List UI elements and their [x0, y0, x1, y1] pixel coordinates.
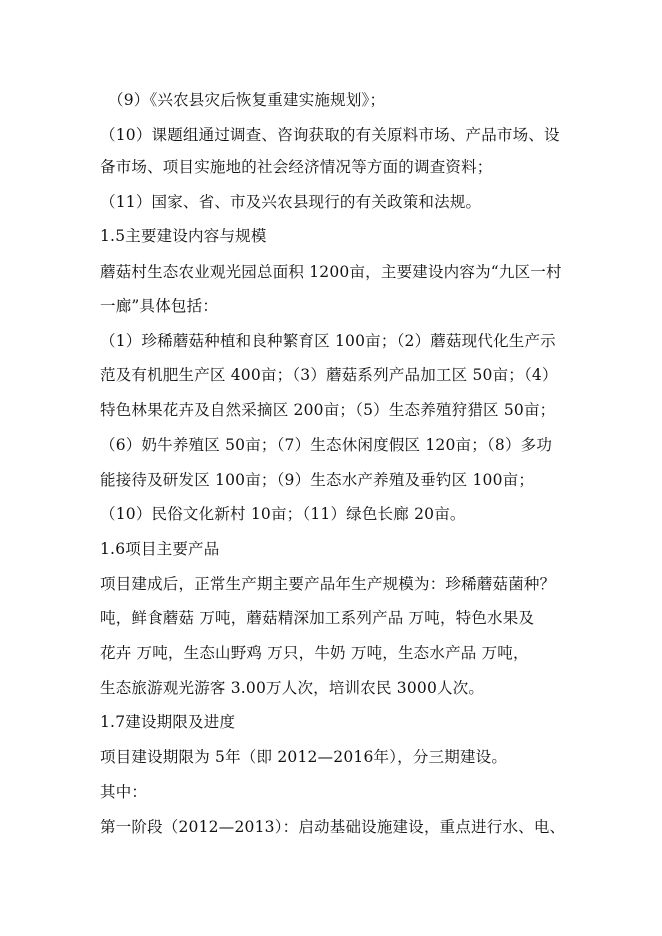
text-line: 生态旅游观光游客 3.00万人次，培训农民 3000人次。 [100, 679, 485, 697]
text-line: 项目建成后，正常生产期主要产品年生产规模为：珍稀蘑菇菌种？ [100, 575, 556, 593]
text-line: 范及有机肥生产区 400亩；（3）蘑菇系列产品加工区 50亩；（4） [100, 366, 558, 384]
text-line: 第一阶段（2012—2013）：启动基础设施建设，重点进行水、电、 [100, 818, 566, 836]
text-line: 花卉 万吨，生态山野鸡 万只，牛奶 万吨，生态水产品 万吨， [100, 644, 529, 662]
text-line: 项目建设期限为 5年（即 2012—2016年），分三期建设。 [100, 748, 508, 766]
text-line: （9）《兴农县灾后恢复重建实施规划》； [108, 91, 386, 109]
section-heading: 1.6项目主要产品 [100, 540, 220, 558]
text-line: 备市场、项目实施地的社会经济情况等方面的调查资料； [100, 158, 493, 176]
text-line: 其中： [100, 783, 148, 801]
text-line: 吨，鲜食蘑菇 万吨，蘑菇精深加工系列产品 万吨，特色水果及 [100, 609, 535, 627]
text-line: 一廊”具体包括： [100, 297, 219, 315]
text-line: （10）民俗文化新村 10亩；（11）绿色长廊 20亩。 [100, 505, 466, 523]
section-heading: 1.5主要建设内容与规模 [100, 227, 267, 245]
text-line: （11）国家、省、市及兴农县现行的有关政策和法规。 [100, 193, 482, 211]
text-line: （1）珍稀蘑菇种植和良种繁育区 100亩；（2）蘑菇现代化生产示 [100, 332, 556, 350]
text-line: （10）课题组通过调查、咨询获取的有关原料市场、产品市场、设 [100, 126, 560, 144]
text-line: 蘑菇村生态农业观光园总面积 1200亩，主要建设内容为“九区一村 [100, 263, 562, 281]
text-line: 特色林果花卉及自然采摘区 200亩；（5）生态养殖狩猎区 50亩； [100, 401, 556, 419]
text-line: （6）奶牛养殖区 50亩；（7）生态休闲度假区 120亩；（8）多功 [100, 436, 553, 454]
section-heading: 1.7建设期限及进度 [100, 713, 236, 731]
text-line: 能接待及研发区 100亩；（9）生态水产养殖及垂钓区 100亩； [100, 471, 535, 489]
